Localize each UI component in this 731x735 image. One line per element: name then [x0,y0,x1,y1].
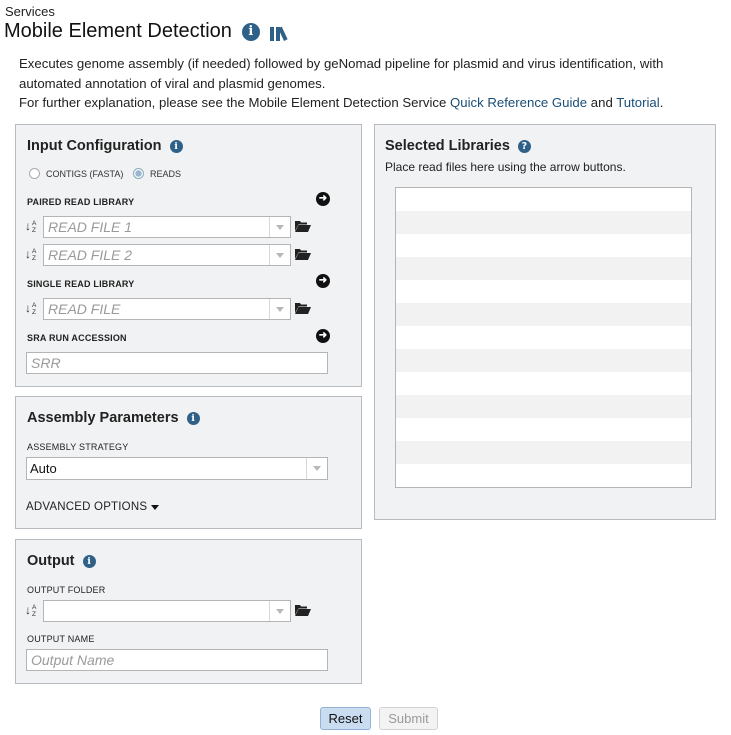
sra-accession-placeholder: SRR [31,355,61,371]
selected-libraries-title [385,138,531,154]
service-description [19,54,719,113]
read-file-select[interactable] [43,298,291,320]
table-row [396,464,691,487]
caret-down-icon [151,505,159,510]
table-row [396,303,691,326]
read-file-2-placeholder: READ FILE 2 [48,247,133,263]
assembly-strategy-label: ASSEMBLY STRATEGY [27,442,129,452]
folder-open-icon[interactable] [295,604,311,616]
reset-button[interactable]: Reset [320,707,371,730]
page-title [4,20,294,43]
description-text: . [659,95,664,110]
breadcrumb[interactable]: Services [5,4,55,19]
assembly-strategy-value: Auto [30,461,57,476]
chevron-down-icon[interactable] [269,245,290,265]
chevron-down-icon[interactable] [306,458,327,479]
radio-reads-circle[interactable] [133,168,144,179]
table-row [396,395,691,418]
description-line-1: Executes genome assembly (if needed) followed by geNomad pipeline for plasmid and virus identification, with automated annotation of viral and plasmid genomes. [19,56,664,91]
sra-accession-input[interactable] [26,352,328,374]
read-file-1-select[interactable] [43,216,291,238]
tutorial-link[interactable]: Tutorial [616,95,660,110]
output-folder-select[interactable] [43,600,291,622]
page-title-text: Mobile Element Detection [4,20,232,42]
sort-icon[interactable]: ↓ A Z [25,247,37,262]
folder-open-icon[interactable] [295,220,311,232]
input-configuration-title [27,138,183,154]
output-title [27,553,96,569]
add-sra-arrow-icon[interactable]: ➜ [316,329,330,343]
output-name-input[interactable] [26,649,328,671]
read-file-2-select[interactable] [43,244,291,266]
add-single-arrow-icon[interactable]: ➜ [316,274,330,288]
table-row [396,257,691,280]
output-name-placeholder: Output Name [31,652,115,668]
table-row [396,211,691,234]
radio-reads[interactable] [133,168,181,179]
sra-run-accession-label: SRA RUN ACCESSION [27,333,127,343]
selected-libraries-title-text: Selected Libraries [385,138,510,154]
radio-contigs[interactable] [29,168,123,179]
paired-read-library-label: PAIRED READ LIBRARY [27,197,135,207]
sort-icon[interactable]: ↓ A Z [25,603,37,618]
advanced-options-label: ADVANCED OPTIONS [26,501,148,513]
folder-open-icon[interactable] [295,302,311,314]
info-icon[interactable]: i [187,412,200,425]
selected-libraries-hint: Place read files here using the arrow buttons. [385,160,626,174]
table-row [396,372,691,395]
description-text: and [587,95,617,110]
quick-reference-guide-link[interactable]: Quick Reference Guide [450,95,588,110]
library-icon[interactable] [270,23,294,41]
input-configuration-title-text: Input Configuration [27,138,162,154]
folder-open-icon[interactable] [295,248,311,260]
advanced-options-toggle[interactable] [26,501,159,513]
chevron-down-icon[interactable] [269,217,290,237]
radio-contigs-label: CONTIGS (FASTA) [46,168,124,179]
assembly-parameters-title [27,410,200,426]
table-row [396,418,691,441]
submit-button[interactable]: Submit [379,707,438,730]
output-name-label: OUTPUT NAME [27,634,95,644]
table-row [396,280,691,303]
radio-contigs-circle[interactable] [29,168,40,179]
table-row [396,349,691,372]
sort-icon[interactable]: ↓ A Z [25,301,37,316]
description-line-2 [19,93,719,113]
table-row [396,326,691,349]
assembly-strategy-select[interactable] [26,457,328,480]
chevron-down-icon[interactable] [269,601,290,621]
info-icon[interactable]: i [170,140,183,153]
output-folder-label: OUTPUT FOLDER [27,585,106,595]
chevron-down-icon[interactable] [269,299,290,319]
table-row [396,441,691,464]
add-paired-arrow-icon[interactable]: ➜ [316,192,330,206]
read-file-placeholder: READ FILE [48,301,121,317]
single-read-library-label: SINGLE READ LIBRARY [27,279,135,289]
description-text: For further explanation, please see the Mobile Element Detection Service [19,95,451,110]
sort-icon[interactable]: ↓ A Z [25,219,37,234]
table-row [396,234,691,257]
help-icon[interactable]: ? [518,140,531,153]
read-file-1-placeholder: READ FILE 1 [48,219,133,235]
table-row [396,188,691,211]
info-icon[interactable]: i [242,23,260,41]
selected-libraries-table[interactable] [395,187,692,488]
info-icon[interactable]: i [83,555,96,568]
assembly-parameters-title-text: Assembly Parameters [27,410,179,426]
output-title-text: Output [27,553,75,569]
radio-reads-label: READS [150,168,182,179]
